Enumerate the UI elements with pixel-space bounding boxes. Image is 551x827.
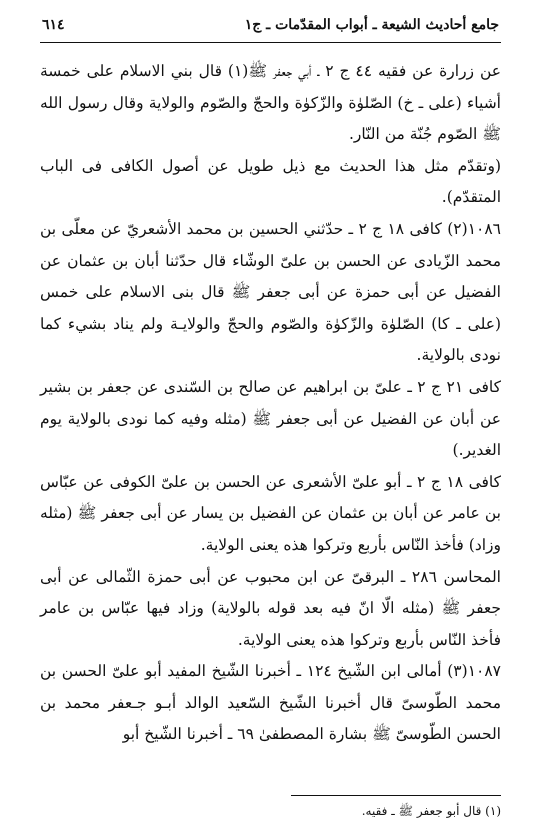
paragraph: (وتقدّم مثل هذا الحديث مع ذيل طويل عن أصول الكافى فى الباب المتقدّم). [40, 156, 501, 207]
footnote-rule [291, 795, 501, 796]
paragraph: المحاسن ٢٨٦ ـ البرقىّ عن ابن محبوب عن أبى حمزة الثّمالى عن أبى جعفر ﷺ (مثله الّا انّ فيه بعد قوله بالولاية) وزاد فيها عبّاس بن عامر فأخذ النّاس بأربع وتركوا هذه يعنى الولاية. [40, 567, 501, 649]
page-header [42, 14, 499, 36]
paragraph: كافى ١٨ ج ٢ ـ أبو علىّ الأشعرى عن الحسن بن علىّ الكوفى عن عبّاس بن عامر عن أبان بن عثمان عن الفضيل بن يسار عن أبى جعفر ﷺ (مثله وزاد) فأخذ النّاس بأربع وتركوا هذه يعنى الولاية. [40, 472, 502, 554]
paragraph: كافى ٢١ ج ٢ ـ علىّ بن ابراهيم عن صالح بن السّندى عن جعفر بن بشير عن أبان عن الفضيل عن أبى جعفر ﷺ (مثله وفيه كما نودى بالولاية يوم الغدير.) [40, 377, 502, 460]
header-rule [40, 42, 501, 43]
page-number: ٦١٤ [42, 17, 65, 33]
running-title: جامع أحاديث الشيعة ـ أبواب المقدّمات ـ ج١ [244, 17, 499, 33]
page-body [40, 56, 501, 751]
paragraph: ١٠٨٦(٢) كافى ١٨ ج ٢ ـ حدّثني الحسين بن محمد الأشعريّ عن معلّى بن محمد الزّيادى عن الحسن بن علىّ الوشّاء قال حدّثنا أبان بن عثمان عن الفضيل عن أبى حمزة عن أبى جعفر ﷺ قال بنى الاسلام على خمس (على ـ كا) الصّلوٰة والزّكوٰة والصّوم والحجّ والولايـة ولم يناد بشيء كما نودى بالولاية. [40, 219, 501, 365]
paragraph: ١٠٨٧(٣) أمالى ابن الشّيخ ١٢٤ ـ أخبرنا الشّيخ المفيد أبو علىّ الحسن بن محمد الطّوسىّ قال أخبرنا الشّيخ السّعيد الوالد أبـو جـعفر محمد بن الحسن الطّوسىّ ﷺ بشارة المصطفىٰ ٦٩ ـ أخبرنا الشّيخ أبو [40, 662, 501, 744]
footnote: (١) قال أبو جعفر ﷺ ـ فقيه. [361, 804, 501, 818]
paragraph: عن زرارة عن فقيه ٤٤ ج ٢ ـ أبي جعفر ﷺ(١) قال بني الاسلام على خمسة أشياء (على ـ خ) الصّلوٰة والزّكوٰة والحجّ والصّوم والولاية وقال رسول الله ﷺ الصّوم جُنّة من النّار. [40, 62, 502, 144]
